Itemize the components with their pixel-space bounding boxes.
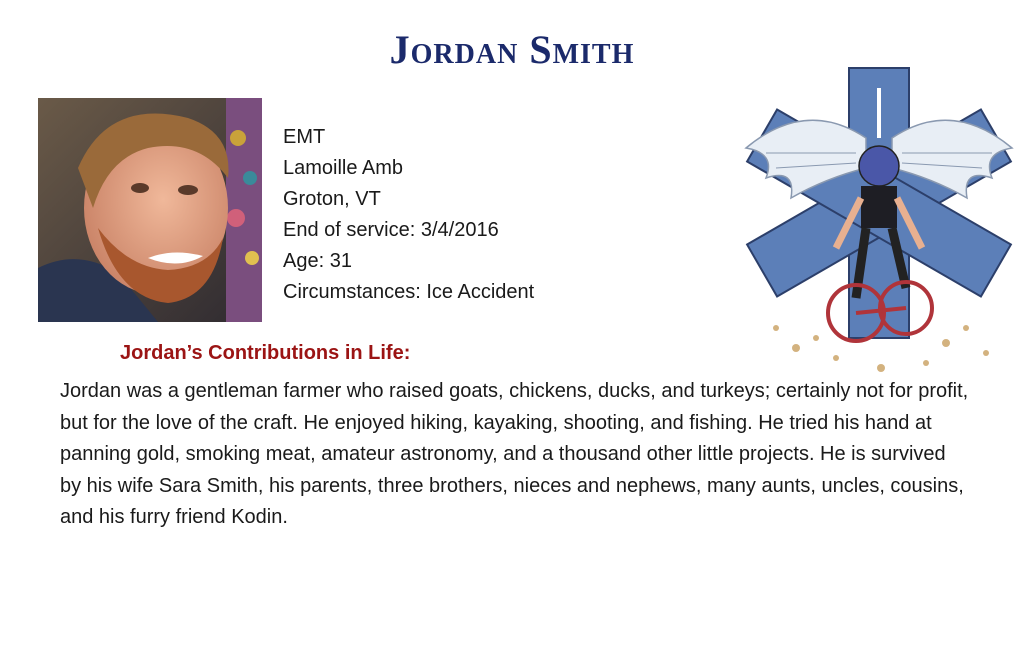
- location: Groton, VT: [283, 188, 381, 210]
- contributions-heading: Jordan’s Contributions in Life:: [120, 342, 411, 364]
- portrait-illustration: [38, 98, 262, 322]
- age: Age: 31: [283, 250, 352, 272]
- service-details: [283, 122, 534, 308]
- star-of-life-cyclist-emblem: [736, 58, 1022, 380]
- agency: Lamoille Amb: [283, 157, 404, 179]
- portrait-photo: [38, 98, 262, 322]
- circumstances: Circumstances: Ice Accident: [283, 281, 535, 303]
- biography-text: Jordan was a gentleman farmer who raised goats, chickens, ducks, and turkeys; certainly not for profit, but for the love of the craft. He enjoyed hiking, kayaking, shooting, and fishing. He tried his hand at panning gold, smoking meat, amateur astronomy, and a thousand other little projects. He is survived by his wife Sara Smith, his parents, three brothers, nieces and nephews, many aunts, uncles, cousins, and his furry friend Kodin.: [60, 380, 969, 528]
- role: EMT: [283, 126, 326, 148]
- emblem-illustration: [736, 58, 1022, 380]
- end-of-service: End of service: 3/4/2016: [283, 219, 499, 241]
- page-title-text: Jordan Smith: [389, 27, 635, 72]
